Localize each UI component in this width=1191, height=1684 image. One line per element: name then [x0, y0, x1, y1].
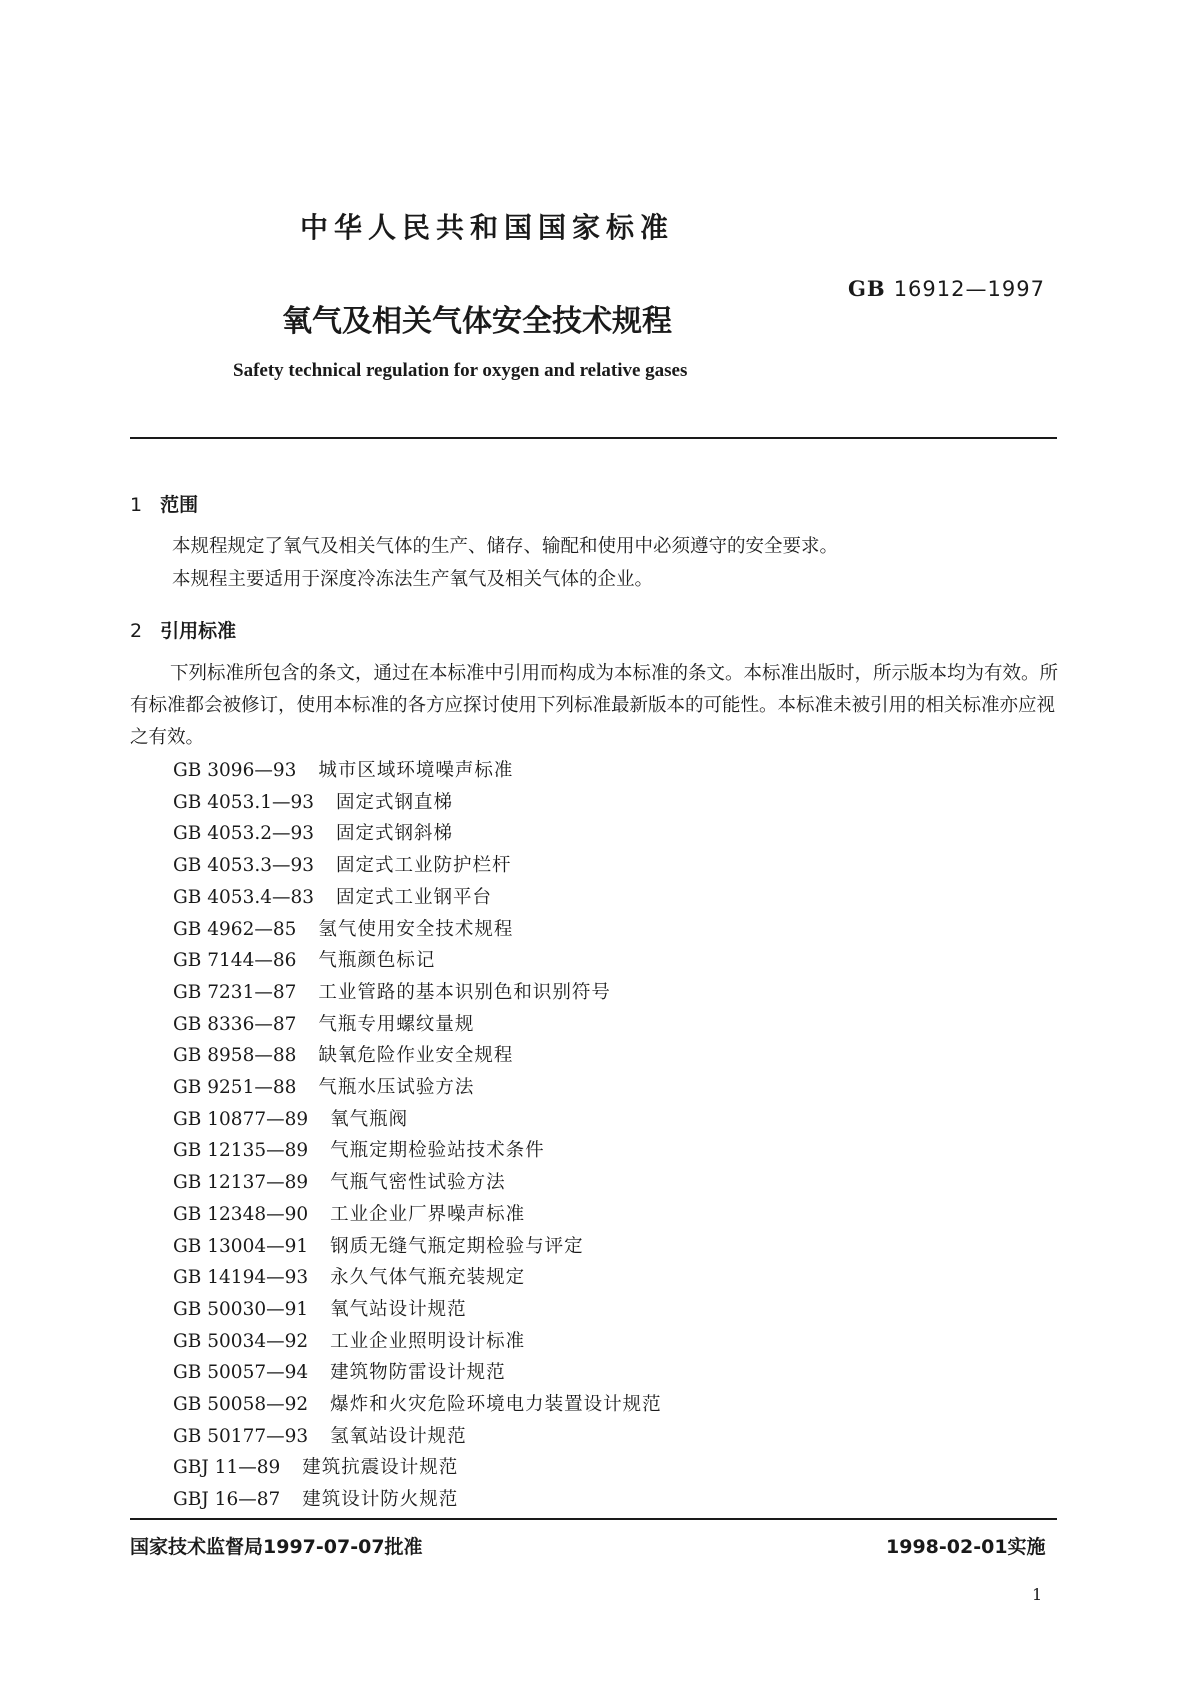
reference-title: 气瓶颜色标记	[318, 950, 436, 972]
reference-code: GB 9251—88	[173, 1077, 297, 1098]
reference-code: GBJ 16—87	[173, 1489, 281, 1511]
reference-title: 建筑设计防火规范	[302, 1489, 459, 1511]
reference-item	[173, 1200, 525, 1226]
reference-item	[173, 756, 513, 782]
reference-title: 气瓶专用螺纹量规	[318, 1013, 475, 1035]
reference-code: GB 12135—89	[173, 1140, 309, 1162]
reference-item	[173, 1041, 513, 1067]
reference-title: 固定式工业防护栏杆	[336, 855, 512, 877]
reference-title: 氧气瓶阀	[330, 1108, 409, 1130]
reference-item	[173, 978, 611, 1004]
reference-code: GB 3096—93	[173, 760, 297, 781]
approval-note: 国家技术监督局1997-07-07批准	[130, 1536, 423, 1558]
reference-item	[173, 788, 453, 814]
reference-title: 工业管路的基本识别色和识别符号	[318, 981, 611, 1003]
reference-item	[173, 1422, 467, 1448]
section-2-heading	[130, 616, 236, 643]
reference-code: GB 4962—85	[173, 918, 297, 940]
reference-code: GB 13004—91	[173, 1235, 309, 1257]
section-2-paragraph: 下列标准所包含的条文，通过在本标准中引用而构成为本标准的条文。本标准出版时，所示版本均为有效。所有标准都会被修订，使用本标准的各方应探讨使用下列标准最新版本的可能性。本标准未被引用的相关标准亦应视之有效。	[130, 663, 1059, 748]
reference-title: 固定式工业钢平台	[336, 886, 493, 908]
reference-code: GB 14194—93	[173, 1267, 309, 1289]
reference-code: GB 50034—92	[173, 1330, 309, 1352]
section-2-number: 2	[130, 620, 143, 642]
reference-code: GBJ 11—89	[173, 1457, 281, 1479]
reference-item	[173, 1358, 506, 1384]
header-divider	[130, 437, 1057, 439]
document-title-english: Safety technical regulation for oxygen and relative gases	[233, 360, 688, 381]
reference-item	[173, 1232, 584, 1258]
reference-item	[173, 1453, 458, 1479]
section-1-number: 1	[130, 494, 143, 516]
reference-code: GB 10877—89	[173, 1108, 309, 1130]
reference-code: GB 8336—87	[173, 1013, 297, 1035]
reference-code: GB 7231—87	[173, 981, 297, 1003]
reference-item	[173, 1485, 458, 1511]
reference-code: GB 50177—93	[173, 1425, 309, 1447]
reference-title: 固定式钢直梯	[336, 791, 454, 813]
standard-code-prefix: GB	[848, 276, 886, 301]
reference-code: GB 50030—91	[173, 1298, 309, 1320]
section-1-paragraph-1: 本规程规定了氧气及相关气体的生产、储存、输配和使用中必须遵守的安全要求。	[172, 536, 839, 557]
reference-code: GB 12137—89	[173, 1172, 309, 1194]
reference-title: 气瓶水压试验方法	[318, 1077, 475, 1098]
reference-title: 钢质无缝气瓶定期检验与评定	[330, 1235, 584, 1257]
standard-code-number: 16912—1997	[893, 277, 1045, 301]
reference-item	[173, 1010, 474, 1036]
document-title: 氧气及相关气体安全技术规程	[282, 304, 672, 339]
reference-item	[173, 1390, 662, 1416]
reference-item	[173, 1327, 525, 1353]
section-1-heading	[130, 490, 198, 517]
reference-code: GB 50058—92	[173, 1394, 309, 1415]
section-1-title: 范围	[160, 494, 199, 516]
reference-title: 气瓶定期检验站技术条件	[330, 1140, 545, 1162]
footer-divider	[130, 1518, 1057, 1520]
reference-item	[173, 819, 453, 845]
reference-item	[173, 851, 512, 877]
reference-item	[173, 883, 492, 909]
reference-item	[173, 915, 513, 941]
reference-title: 氧气站设计规范	[330, 1298, 467, 1320]
reference-code: GB 4053.4—83	[173, 886, 315, 908]
implementation-date: 1998-02-01实施	[886, 1536, 1046, 1558]
page-number: 1	[1032, 1585, 1043, 1604]
reference-title: 工业企业厂界噪声标准	[330, 1203, 526, 1225]
reference-title: 氢氧站设计规范	[330, 1425, 467, 1447]
reference-item	[173, 1295, 467, 1321]
reference-code: GB 4053.1—93	[173, 791, 315, 813]
reference-title: 氢气使用安全技术规程	[318, 918, 514, 940]
reference-title: 建筑抗震设计规范	[302, 1457, 459, 1479]
reference-title: 缺氧危险作业安全规程	[318, 1045, 514, 1067]
reference-item	[173, 1136, 545, 1162]
reference-code: GB 7144—86	[173, 950, 297, 972]
reference-code: GB 4053.3—93	[173, 855, 315, 877]
reference-item	[173, 1073, 474, 1099]
section-1-paragraph-2: 本规程主要适用于深度冷冻法生产氧气及相关气体的企业。	[172, 569, 654, 590]
reference-title: 建筑物防雷设计规范	[330, 1362, 506, 1384]
reference-title: 城市区域环境噪声标准	[318, 760, 514, 781]
reference-item	[173, 1263, 525, 1289]
reference-title: 爆炸和火灾危险环境电力装置设计规范	[330, 1394, 662, 1415]
reference-item	[173, 946, 435, 972]
reference-code: GB 4053.2—93	[173, 823, 315, 845]
reference-title: 固定式钢斜梯	[336, 823, 454, 845]
reference-item	[173, 1168, 506, 1194]
reference-code: GB 12348—90	[173, 1203, 309, 1225]
reference-code: GB 50057—94	[173, 1362, 309, 1384]
reference-title: 工业企业照明设计标准	[330, 1330, 526, 1352]
section-2-title: 引用标准	[160, 620, 237, 642]
reference-title: 气瓶气密性试验方法	[330, 1172, 506, 1194]
reference-item	[173, 1105, 408, 1131]
reference-title: 永久气体气瓶充装规定	[330, 1267, 526, 1289]
reference-code: GB 8958—88	[173, 1045, 297, 1067]
national-standard-heading: 中华人民共和国国家标准	[300, 211, 675, 244]
standard-code	[848, 276, 1045, 301]
